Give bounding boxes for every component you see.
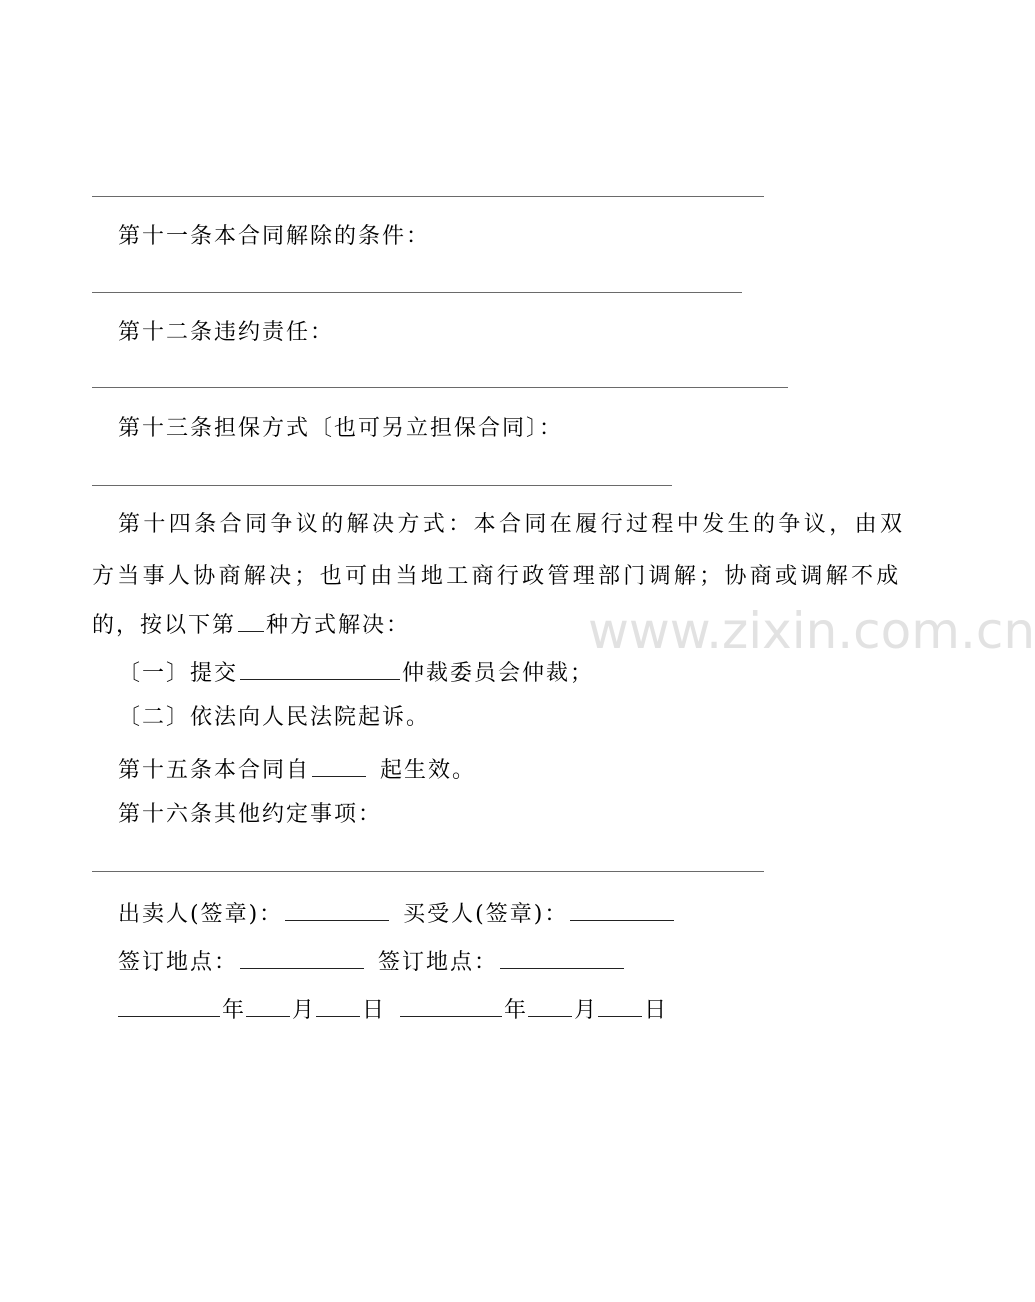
article-15 — [118, 756, 476, 782]
day-label-2: 日 — [644, 998, 667, 1023]
signature-row — [118, 900, 676, 926]
effective-date-blank — [312, 756, 366, 777]
place-row — [118, 948, 626, 974]
year-blank-1 — [118, 996, 220, 1017]
place-label-2: 签订地点： — [378, 950, 499, 975]
article-11: 第十一条本合同解除的条件： — [118, 224, 431, 249]
month-label-2: 月 — [574, 998, 597, 1023]
year-label-2: 年 — [504, 998, 527, 1023]
blank-line-2 — [92, 292, 742, 293]
article-14-text-a: 的，按以下第 — [92, 613, 237, 638]
day-blank-2 — [598, 996, 642, 1017]
option-1-text-a: 〔一〕提交 — [118, 661, 239, 686]
blank-line-5 — [92, 871, 764, 872]
buyer-seal-blank — [570, 900, 674, 921]
article-14-line-3 — [92, 611, 410, 637]
year-label-1: 年 — [222, 998, 245, 1023]
day-blank-1 — [316, 996, 360, 1017]
date-row — [116, 996, 666, 1022]
article-16: 第十六条其他约定事项： — [118, 802, 383, 827]
blank-line-1 — [92, 196, 764, 197]
blank-line-4 — [92, 485, 672, 486]
year-blank-2 — [400, 996, 502, 1017]
place-blank-1 — [240, 948, 364, 969]
seller-seal-blank — [285, 900, 389, 921]
article-14-line-1: 第十四条合同争议的解决方式：本合同在履行过程中发生的争议，由双 — [118, 512, 906, 537]
watermark: www.zixin.com.cn — [588, 602, 1035, 660]
arbitration-committee-blank — [240, 659, 400, 680]
article-13: 第十三条担保方式〔也可另立担保合同〕： — [118, 416, 564, 441]
seller-label: 出卖人(签章)： — [118, 902, 284, 927]
month-label-1: 月 — [292, 998, 315, 1023]
article-15-text-b: 起生效。 — [380, 758, 477, 783]
blank-line-3 — [92, 387, 788, 388]
option-1-text-b: 仲裁委员会仲裁； — [402, 661, 595, 686]
month-blank-2 — [528, 996, 572, 1017]
method-number-blank — [238, 611, 264, 632]
place-label-1: 签订地点： — [118, 950, 239, 975]
option-2: 〔二〕依法向人民法院起诉。 — [118, 705, 431, 730]
article-14-text-b: 种方式解决： — [266, 613, 411, 638]
month-blank-1 — [246, 996, 290, 1017]
place-blank-2 — [500, 948, 624, 969]
buyer-label: 买受人(签章)： — [403, 902, 569, 927]
article-12: 第十二条违约责任： — [118, 320, 335, 345]
article-15-text-a: 第十五条本合同自 — [118, 758, 311, 783]
article-14-line-2: 方当事人协商解决；也可由当地工商行政管理部门调解；协商或调解不成 — [92, 564, 902, 589]
option-1 — [118, 659, 594, 685]
day-label-1: 日 — [362, 998, 385, 1023]
